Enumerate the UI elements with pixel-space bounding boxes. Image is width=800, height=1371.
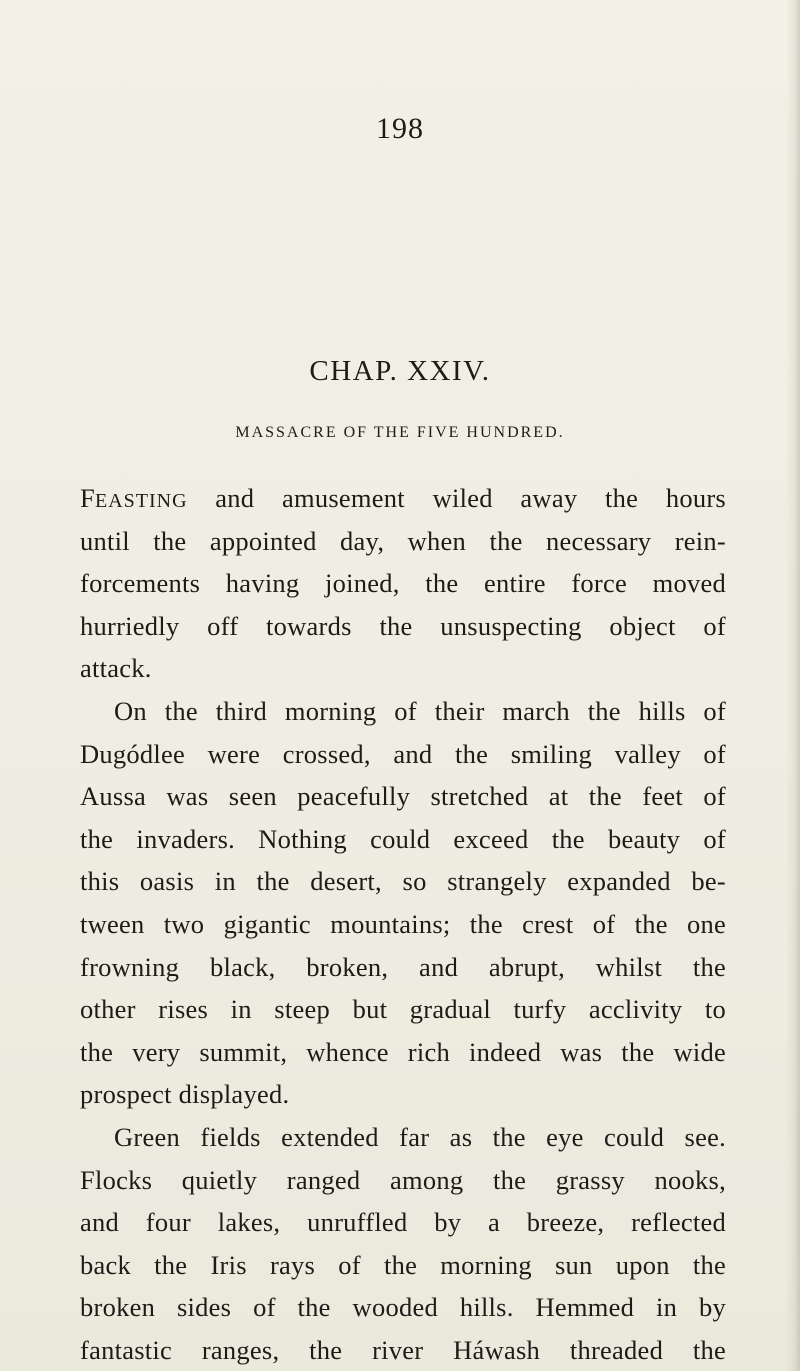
text-line-13: other rises in steep but gradual turfy acclivity to <box>80 994 726 1025</box>
opening-word-initial: F <box>80 483 95 513</box>
text-line-17: Flocks quietly ranged among the grassy nooks, <box>80 1164 726 1195</box>
text-line-3: forcements having joined, the entire force moved <box>80 568 726 599</box>
text-line-15: prospect displayed. <box>80 1079 290 1110</box>
text-line-9: the invaders. Nothing could exceed the beauty of <box>80 823 726 854</box>
opening-word-rest: EASTING <box>95 490 188 512</box>
text-line-1 <box>80 477 726 520</box>
page-number: 198 <box>376 112 424 145</box>
page-edge-shadow <box>786 0 800 1371</box>
text-line-10: this oasis in the desert, so strangely expanded be- <box>80 866 726 897</box>
text-line-5: attack. <box>80 653 152 684</box>
text-line-7: Dugódlee were crossed, and the smiling valley of <box>80 738 726 769</box>
text-line-1-rest: and amusement wiled away the hours <box>187 483 726 513</box>
text-line-6: On the third morning of their march the hills of <box>114 695 726 726</box>
chapter-subtitle: MASSACRE OF THE FIVE HUNDRED. <box>235 424 565 441</box>
text-line-19: back the Iris rays of the morning sun upon the <box>80 1249 726 1280</box>
text-line-18: and four lakes, unruffled by a breeze, reflected <box>80 1207 726 1238</box>
text-line-12: frowning black, broken, and abrupt, whilst the <box>80 951 726 982</box>
body-text <box>80 477 726 1371</box>
text-line-21: fantastic ranges, the river Háwash threaded the <box>80 1334 726 1365</box>
text-line-8: Aussa was seen peacefully stretched at the feet of <box>80 781 726 812</box>
chapter-title: CHAP. XXIV. <box>309 355 491 387</box>
text-line-11: tween two gigantic mountains; the crest of the one <box>80 908 726 939</box>
text-line-20: broken sides of the wooded hills. Hemmed in by <box>80 1292 726 1323</box>
text-line-2: until the appointed day, when the necessary rein- <box>80 525 726 556</box>
text-line-4: hurriedly off towards the unsuspecting object of <box>80 610 726 641</box>
text-line-16: Green fields extended far as the eye could see. <box>114 1121 726 1152</box>
text-line-14: the very summit, whence rich indeed was the wide <box>80 1036 726 1067</box>
